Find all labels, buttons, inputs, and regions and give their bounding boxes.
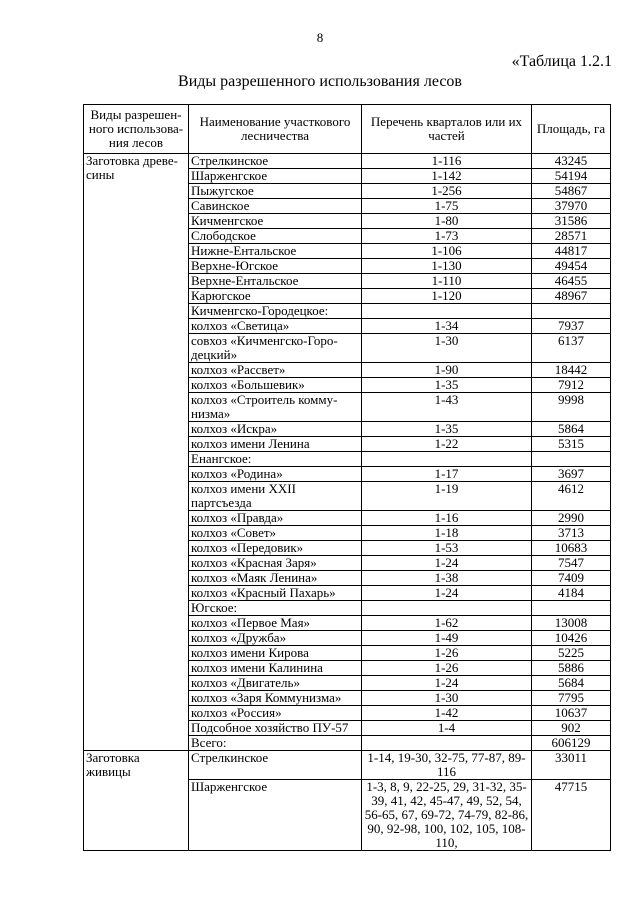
name-cell: колхоз «Светица» [189, 319, 362, 334]
name-cell: колхоз «Совет» [189, 526, 362, 541]
list-cell: 1-53 [362, 541, 532, 556]
area-cell: 4184 [532, 586, 611, 601]
list-cell: 1-90 [362, 363, 532, 378]
area-cell: 31586 [532, 214, 611, 229]
area-cell: 4612 [532, 482, 611, 511]
area-cell: 9998 [532, 393, 611, 422]
area-cell: 54867 [532, 184, 611, 199]
list-cell: 1-30 [362, 334, 532, 363]
list-cell: 1-34 [362, 319, 532, 334]
name-cell: колхоз «Родина» [189, 467, 362, 482]
list-cell: 1-38 [362, 571, 532, 586]
category-cell: Заготовка живицы [84, 751, 189, 851]
area-cell: 5684 [532, 676, 611, 691]
name-cell: Кичменгское [189, 214, 362, 229]
list-cell: 1-142 [362, 169, 532, 184]
list-cell [362, 452, 532, 467]
list-cell: 1-4 [362, 721, 532, 736]
list-cell: 1-24 [362, 556, 532, 571]
name-cell: Слободское [189, 229, 362, 244]
area-cell: 46455 [532, 274, 611, 289]
area-cell [532, 601, 611, 616]
name-cell: Пыжугское [189, 184, 362, 199]
area-cell: 7795 [532, 691, 611, 706]
area-cell: 5886 [532, 661, 611, 676]
table-row [84, 751, 611, 780]
name-cell: Савинское [189, 199, 362, 214]
list-cell: 1-73 [362, 229, 532, 244]
name-cell: колхоз «Искра» [189, 422, 362, 437]
area-cell: 44817 [532, 244, 611, 259]
name-cell: Стрелкинское [189, 751, 362, 780]
area-cell: 7547 [532, 556, 611, 571]
list-cell: 1-19 [362, 482, 532, 511]
list-cell: 1-24 [362, 676, 532, 691]
header-list: Перечень кварталов или их частей [362, 105, 532, 154]
list-cell: 1-49 [362, 631, 532, 646]
name-cell: колхоз «Красная Заря» [189, 556, 362, 571]
table-header-row [84, 105, 611, 154]
list-cell: 1-22 [362, 437, 532, 452]
name-cell: Подсобное хозяйство ПУ-57 [189, 721, 362, 736]
area-cell: 54194 [532, 169, 611, 184]
area-cell: 13008 [532, 616, 611, 631]
name-cell: колхоз «Строитель комму-низма» [189, 393, 362, 422]
list-cell: 1-3, 8, 9, 22-25, 29, 31-32, 35-39, 41, 42, 45-47, 49, 52, 54, 56-65, 67, 69-72, 74-79, 82-86, 90, 92-98, 100, 102, 105, 108-110, [362, 780, 532, 851]
name-cell: колхоз имени Ленина [189, 437, 362, 452]
category-cell: Заготовка древе-сины [84, 154, 189, 751]
name-cell: колхоз «Красный Пахарь» [189, 586, 362, 601]
name-cell: Шарженгское [189, 169, 362, 184]
list-cell [362, 304, 532, 319]
name-cell: колхоз «Правда» [189, 511, 362, 526]
name-cell: колхоз имени XXII партсъезда [189, 482, 362, 511]
area-cell: 18442 [532, 363, 611, 378]
name-cell: колхоз «Рассвет» [189, 363, 362, 378]
area-cell: 28571 [532, 229, 611, 244]
table-title: Виды разрешенного использования лесов [178, 73, 462, 90]
area-cell: 606129 [532, 736, 611, 751]
name-cell: Кичменгско-Городецкое: [189, 304, 362, 319]
list-cell: 1-26 [362, 646, 532, 661]
area-cell: 43245 [532, 154, 611, 169]
area-cell: 5315 [532, 437, 611, 452]
list-cell: 1-106 [362, 244, 532, 259]
area-cell: 7937 [532, 319, 611, 334]
table-row [84, 154, 611, 169]
area-cell [532, 452, 611, 467]
name-cell: колхоз «Маяк Ленина» [189, 571, 362, 586]
table-body [84, 154, 611, 851]
name-cell: колхоз «Большевик» [189, 378, 362, 393]
list-cell: 1-75 [362, 199, 532, 214]
list-cell [362, 601, 532, 616]
list-cell: 1-110 [362, 274, 532, 289]
name-cell: Югское: [189, 601, 362, 616]
area-cell: 2990 [532, 511, 611, 526]
name-cell: колхоз имени Калинина [189, 661, 362, 676]
area-cell: 10426 [532, 631, 611, 646]
name-cell: совхоз «Кичменгско-Горо-децкий» [189, 334, 362, 363]
name-cell: Енангское: [189, 452, 362, 467]
name-cell: Верхне-Югское [189, 259, 362, 274]
name-cell: Всего: [189, 736, 362, 751]
list-cell: 1-30 [362, 691, 532, 706]
area-cell: 47715 [532, 780, 611, 851]
header-area: Площадь, га [532, 105, 611, 154]
list-cell: 1-24 [362, 586, 532, 601]
name-cell: колхоз «Россия» [189, 706, 362, 721]
area-cell: 33011 [532, 751, 611, 780]
list-cell: 1-116 [362, 154, 532, 169]
list-cell: 1-26 [362, 661, 532, 676]
name-cell: колхоз имени Кирова [189, 646, 362, 661]
list-cell: 1-80 [362, 214, 532, 229]
list-cell: 1-16 [362, 511, 532, 526]
name-cell: Шарженгское [189, 780, 362, 851]
name-cell: Нижне-Ентальское [189, 244, 362, 259]
list-cell: 1-14, 19-30, 32-75, 77-87, 89-116 [362, 751, 532, 780]
list-cell: 1-62 [362, 616, 532, 631]
area-cell: 7912 [532, 378, 611, 393]
name-cell: Карюгское [189, 289, 362, 304]
area-cell: 7409 [532, 571, 611, 586]
list-cell [362, 736, 532, 751]
list-cell: 1-18 [362, 526, 532, 541]
land-use-table [83, 104, 611, 851]
area-cell: 10683 [532, 541, 611, 556]
area-cell: 3713 [532, 526, 611, 541]
area-cell: 3697 [532, 467, 611, 482]
name-cell: колхоз «Двигатель» [189, 676, 362, 691]
list-cell: 1-17 [362, 467, 532, 482]
area-cell: 5225 [532, 646, 611, 661]
page-number: 8 [316, 30, 324, 45]
area-cell: 48967 [532, 289, 611, 304]
name-cell: колхоз «Дружба» [189, 631, 362, 646]
name-cell: колхоз «Передовик» [189, 541, 362, 556]
list-cell: 1-35 [362, 378, 532, 393]
header-name: Наименование участкового лесничества [189, 105, 362, 154]
name-cell: Верхне-Ентальское [189, 274, 362, 289]
area-cell: 5864 [532, 422, 611, 437]
list-cell: 1-35 [362, 422, 532, 437]
list-cell: 1-130 [362, 259, 532, 274]
name-cell: колхоз «Первое Мая» [189, 616, 362, 631]
table-label: «Таблица 1.2.1 [511, 53, 612, 70]
area-cell: 37970 [532, 199, 611, 214]
area-cell: 6137 [532, 334, 611, 363]
name-cell: Стрелкинское [189, 154, 362, 169]
list-cell: 1-120 [362, 289, 532, 304]
list-cell: 1-256 [362, 184, 532, 199]
area-cell [532, 304, 611, 319]
area-cell: 10637 [532, 706, 611, 721]
name-cell: колхоз «Заря Коммунизма» [189, 691, 362, 706]
list-cell: 1-43 [362, 393, 532, 422]
list-cell: 1-42 [362, 706, 532, 721]
area-cell: 902 [532, 721, 611, 736]
area-cell: 49454 [532, 259, 611, 274]
header-type: Виды разрешен-ного использова-ния лесов [84, 105, 189, 154]
